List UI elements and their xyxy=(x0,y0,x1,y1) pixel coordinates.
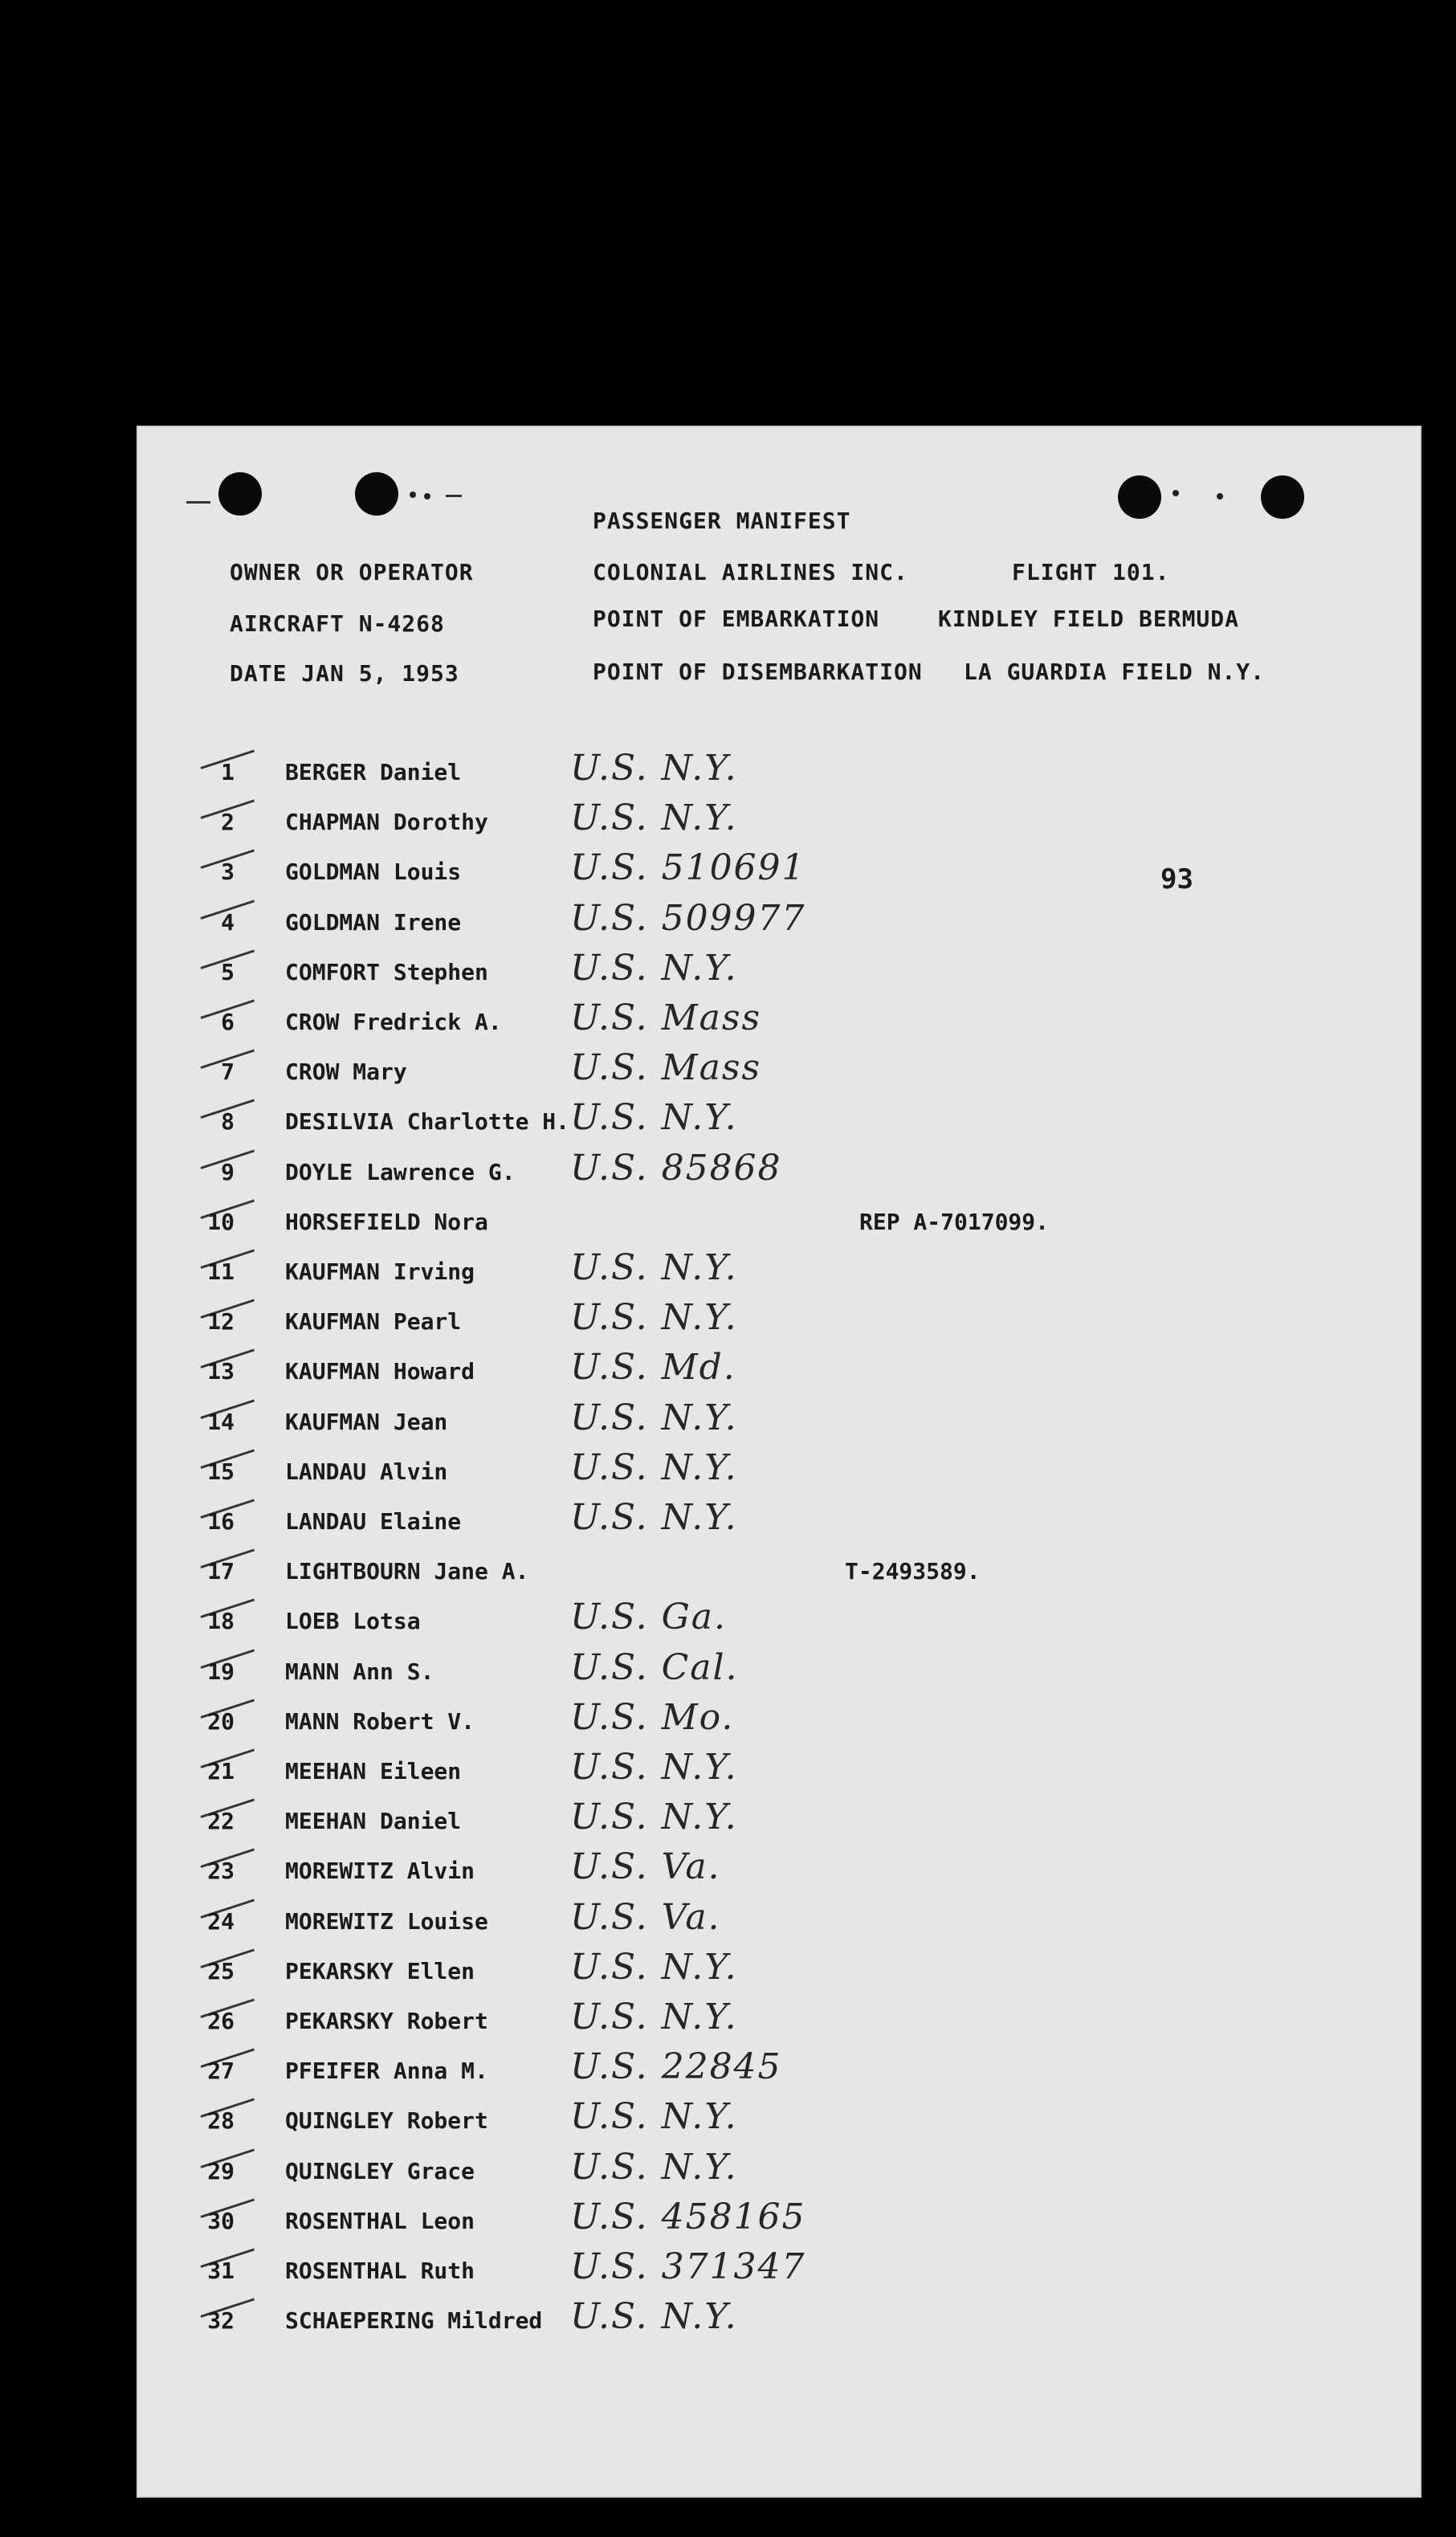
handwritten-annotation: U.S. N.Y. xyxy=(570,2146,738,2188)
passenger-number: 30 xyxy=(207,2207,235,2234)
owner-label: OWNER OR OPERATOR xyxy=(230,559,474,585)
passenger-number: 10 xyxy=(207,1208,235,1235)
passenger-number: 4 xyxy=(221,908,235,936)
manifest-date: DATE JAN 5, 1953 xyxy=(230,660,459,687)
passenger-name: PEKARSKY Ellen xyxy=(285,1957,475,1984)
passenger-name: DESILVIA Charlotte H. xyxy=(285,1108,570,1136)
handwritten-annotation: U.S. Mo. xyxy=(570,1696,735,1738)
passenger-name: MOREWITZ Alvin xyxy=(285,1858,475,1885)
passenger-row xyxy=(137,1646,1421,1707)
passenger-name: MANN Robert V. xyxy=(285,1707,475,1735)
passenger-name: COMFORT Stephen xyxy=(285,958,488,985)
passenger-number: 29 xyxy=(207,2157,235,2184)
punch-hole-left-2 xyxy=(355,472,398,516)
passenger-row xyxy=(137,1597,1421,1656)
passenger-name: GOLDMAN Irene xyxy=(285,908,462,936)
passenger-name: MANN Ann S. xyxy=(285,1658,434,1685)
handwritten-annotation: U.S. Mass xyxy=(570,1047,762,1089)
dot-mark xyxy=(1217,493,1223,500)
passenger-number: 5 xyxy=(221,958,235,985)
passenger-number: 7 xyxy=(221,1058,235,1086)
handwritten-annotation: U.S. N.Y. xyxy=(570,1747,738,1788)
handwritten-annotation: U.S. N.Y. xyxy=(570,1446,738,1488)
handwritten-annotation: U.S. 509977 xyxy=(570,897,806,939)
passenger-number: 25 xyxy=(207,1957,235,1984)
passenger-row xyxy=(137,1846,1421,1906)
passenger-number: 13 xyxy=(207,1358,235,1385)
passenger-name: HORSEFIELD Nora xyxy=(285,1208,488,1235)
passenger-number: 12 xyxy=(207,1308,235,1336)
aircraft-id: AIRCRAFT N-4268 xyxy=(230,610,445,637)
handwritten-annotation: U.S. Cal. xyxy=(570,1646,739,1688)
handwritten-annotation: U.S. N.Y. xyxy=(570,1946,738,1988)
passenger-name: ROSENTHAL Ruth xyxy=(285,2258,475,2284)
passenger-name: MOREWITZ Louise xyxy=(285,1907,488,1935)
passenger-number: 15 xyxy=(207,1458,235,1485)
passenger-number: 23 xyxy=(207,1858,235,1885)
passenger-number: 17 xyxy=(207,1558,235,1585)
passenger-row xyxy=(137,1297,1421,1356)
passenger-name: LANDAU Elaine xyxy=(285,1508,462,1535)
passenger-row xyxy=(137,748,1421,807)
passenger-row xyxy=(137,2096,1421,2156)
passenger-name: LIGHTBOURN Jane A. xyxy=(285,1558,529,1585)
passenger-number: 14 xyxy=(207,1408,235,1435)
embark-label: POINT OF EMBARKATION xyxy=(593,606,880,632)
passenger-name: DOYLE Lawrence G. xyxy=(285,1158,516,1185)
dot-mark xyxy=(424,493,430,500)
punch-hole-right-1 xyxy=(1118,475,1161,519)
passport-note: REP A-7017099. xyxy=(859,1208,1050,1235)
manifest-title: PASSENGER MANIFEST xyxy=(593,508,851,534)
handwritten-annotation: U.S. Ga. xyxy=(570,1597,727,1638)
embark-value: KINDLEY FIELD BERMUDA xyxy=(938,606,1240,632)
passenger-name: KAUFMAN Howard xyxy=(285,1358,475,1385)
passenger-row xyxy=(137,1797,1421,1856)
passenger-row xyxy=(137,997,1421,1057)
passenger-row xyxy=(137,1247,1421,1307)
handwritten-annotation: U.S. 22845 xyxy=(570,2046,782,2088)
handwritten-annotation: U.S. N.Y. xyxy=(570,748,738,789)
passenger-row xyxy=(137,1147,1421,1207)
handwritten-annotation: U.S. N.Y. xyxy=(570,1497,738,1538)
passenger-row xyxy=(137,2296,1421,2355)
passenger-row xyxy=(137,947,1421,1007)
handwritten-annotation: U.S. N.Y. xyxy=(570,1297,738,1339)
passenger-number: 18 xyxy=(207,1608,235,1635)
passenger-row xyxy=(137,1896,1421,1956)
tick-mark xyxy=(446,495,462,497)
punch-hole-left-1 xyxy=(218,472,262,516)
passenger-number: 1 xyxy=(221,759,235,785)
passenger-row xyxy=(137,1347,1421,1406)
flight-number: FLIGHT 101. xyxy=(1012,559,1170,585)
passenger-row xyxy=(137,1946,1421,2006)
passenger-row xyxy=(137,1497,1421,1556)
passenger-name: SCHAEPERING Mildred xyxy=(285,2307,543,2335)
passenger-number: 31 xyxy=(207,2258,235,2284)
passenger-name: ROSENTHAL Leon xyxy=(285,2207,475,2234)
passenger-number: 16 xyxy=(207,1508,235,1535)
passenger-name: QUINGLEY Robert xyxy=(285,2107,488,2135)
passenger-number: 27 xyxy=(207,2058,235,2085)
passenger-number: 21 xyxy=(207,1758,235,1784)
dot-mark xyxy=(1173,490,1179,496)
passenger-name: CROW Mary xyxy=(285,1058,407,1086)
handwritten-annotation: U.S. 371347 xyxy=(570,2246,806,2287)
passenger-name: PEKARSKY Robert xyxy=(285,2008,488,2034)
passenger-name: MEEHAN Daniel xyxy=(285,1808,462,1835)
handwritten-annotation: U.S. N.Y. xyxy=(570,1247,738,1288)
handwritten-annotation: U.S. 85868 xyxy=(570,1147,782,1189)
handwritten-annotation: U.S. 510691 xyxy=(570,847,806,889)
passenger-number: 8 xyxy=(221,1108,235,1136)
disembark-label: POINT OF DISEMBARKATION xyxy=(593,659,923,685)
passenger-name: KAUFMAN Pearl xyxy=(285,1308,462,1336)
handwritten-annotation: U.S. N.Y. xyxy=(570,2096,738,2138)
passenger-number: 28 xyxy=(207,2107,235,2135)
passenger-number: 3 xyxy=(221,859,235,886)
passenger-number: 9 xyxy=(221,1158,235,1185)
handwritten-annotation: U.S. 458165 xyxy=(570,2196,806,2237)
passenger-name: BERGER Daniel xyxy=(285,759,462,785)
passenger-number: 6 xyxy=(221,1009,235,1035)
passenger-row xyxy=(137,2246,1421,2306)
handwritten-annotation: U.S. Md. xyxy=(570,1347,736,1389)
passenger-number: 19 xyxy=(207,1658,235,1685)
passenger-name: PFEIFER Anna M. xyxy=(285,2058,488,2085)
manifest-sheet xyxy=(137,426,1421,2498)
passenger-number: 26 xyxy=(207,2008,235,2034)
handwritten-annotation: U.S. Mass xyxy=(570,997,762,1038)
owner-value: COLONIAL AIRLINES INC. xyxy=(593,559,908,585)
passenger-row xyxy=(137,1047,1421,1107)
dot-mark xyxy=(410,491,416,498)
passenger-name: LOEB Lotsa xyxy=(285,1608,421,1635)
handwritten-annotation: U.S. N.Y. xyxy=(570,2296,738,2338)
handwritten-annotation: U.S. Va. xyxy=(570,1896,721,1938)
passenger-number: 2 xyxy=(221,809,235,836)
passenger-name: CROW Fredrick A. xyxy=(285,1009,502,1035)
passenger-row xyxy=(137,1747,1421,1806)
handwritten-annotation: U.S. N.Y. xyxy=(570,947,738,989)
passenger-number: 24 xyxy=(207,1907,235,1935)
passenger-row xyxy=(137,897,1421,957)
passenger-name: GOLDMAN Louis xyxy=(285,859,462,886)
passenger-row xyxy=(137,1696,1421,1756)
passenger-number: 20 xyxy=(207,1707,235,1735)
passenger-row xyxy=(137,1397,1421,1457)
passenger-name: KAUFMAN Irving xyxy=(285,1258,475,1285)
passport-note: T-2493589. xyxy=(845,1558,981,1585)
handwritten-annotation: U.S. N.Y. xyxy=(570,1397,738,1438)
disembark-value: LA GUARDIA FIELD N.Y. xyxy=(964,659,1266,685)
handwritten-annotation: U.S. N.Y. xyxy=(570,1097,738,1139)
passenger-row xyxy=(137,1209,1421,1257)
handwritten-annotation: U.S. N.Y. xyxy=(570,797,738,839)
handwritten-annotation: U.S. N.Y. xyxy=(570,1797,738,1838)
passenger-name: MEEHAN Eileen xyxy=(285,1758,462,1784)
handwritten-annotation: U.S. Va. xyxy=(570,1846,721,1888)
passenger-name: LANDAU Alvin xyxy=(285,1458,448,1485)
passenger-row xyxy=(137,2046,1421,2106)
passenger-name: KAUFMAN Jean xyxy=(285,1408,448,1435)
passenger-number: 22 xyxy=(207,1808,235,1835)
passenger-number: 32 xyxy=(207,2307,235,2335)
page-number: 93 xyxy=(1160,863,1193,895)
handwritten-annotation: U.S. N.Y. xyxy=(570,1997,738,2037)
passenger-name: CHAPMAN Dorothy xyxy=(285,809,488,836)
passenger-number: 11 xyxy=(207,1258,235,1285)
passenger-name: QUINGLEY Grace xyxy=(285,2157,475,2184)
punch-hole-right-2 xyxy=(1261,475,1304,519)
passenger-row xyxy=(137,1446,1421,1507)
tick-mark xyxy=(186,501,210,504)
passenger-row xyxy=(137,1558,1421,1606)
